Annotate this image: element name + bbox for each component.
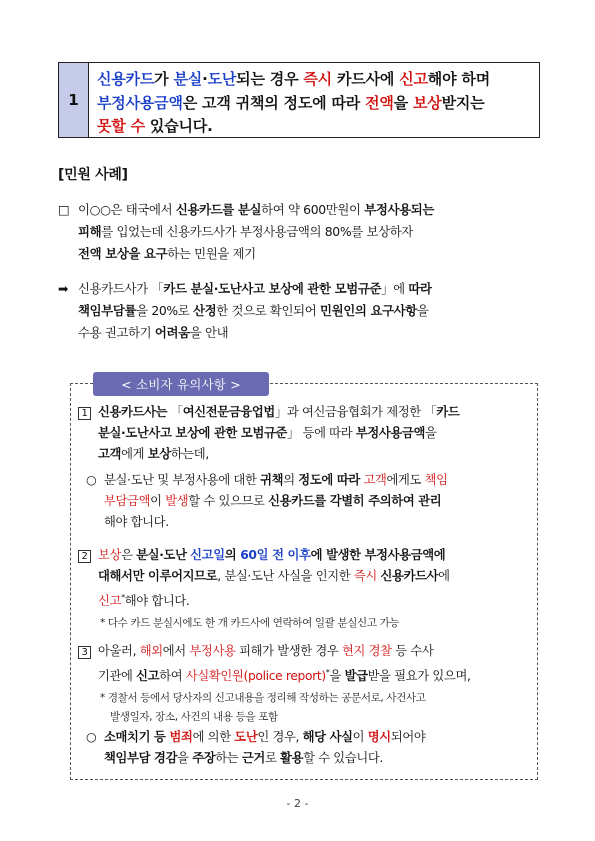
- notice-item-1-sub: ○ 분실·도난 및 부정사용에 대한 귀책의 정도에 따라 고객에게도 책임 부담금액이 발생할 수 있으므로 신용카드를 각별히 주의하여 관리 해야 합니다.: [78, 470, 534, 533]
- footnote: * 경찰서 등에서 당사자의 신고내용을 정리해 작성하는 공문서로, 사건사고: [100, 692, 426, 705]
- page-number: - 2 -: [286, 797, 309, 810]
- circle-bullet-icon: ○: [86, 730, 97, 744]
- consumer-notice-label: < 소비자 유의사항 >: [93, 372, 269, 396]
- case-paragraph: □ 이○○은 태국에서 신용카드를 분실하여 약 600만원이 부정사용되는 피해를 입었는데 신용카드사가 부정사용금액의 80%를 보상하자 전액 보상을 요구하는 민원을 제기: [58, 199, 540, 265]
- item-number-badge: 3: [78, 646, 91, 659]
- footnote: * 다수 카드 분실시에도 한 개 카드사에 연락하여 일괄 분실신고 가능: [100, 617, 400, 630]
- case-result-paragraph: ➡ 신용카드사가 「카드 분실·도난사고 보상에 관한 모범규준」에 따라 책임부담률을 20%로 산정한 것으로 확인되어 민원인의 요구사항을 수용 권고하기 어려움을 안내: [58, 278, 540, 344]
- summary-box: [58, 62, 540, 138]
- item-number-badge: 2: [78, 550, 91, 563]
- square-bullet-icon: □: [58, 202, 70, 217]
- summary-number: 1: [59, 63, 89, 137]
- notice-item-1: 1 신용카드사는 「여신전문금융업법」과 여신금융협회가 제정한 「카드 분실·도난사고 보상에 관한 모범규준」 등에 따라 부정사용금액을 고객에게 보상하는데,: [78, 402, 534, 465]
- notice-item-2: 2 보상은 분실·도난 신고일의 60일 전 이후에 발생한 부정사용금액에 대해서만 이루어지므로, 분실·도난 사실을 인지한 즉시 신용카드사에 신고*해야 합니다. * 다수 카드 분실시에도 한 개 카드사에 연락하여 일괄 분실신고 가능: [78, 545, 534, 633]
- section-title: [민원 사례]: [58, 167, 128, 183]
- footnote-continued: 발생일자, 장소, 사건의 내용 등을 포함: [110, 711, 278, 724]
- notice-item-3: 3 아울러, 해외에서 부정사용 피해가 발생한 경우 현지 경찰 등 수사 기관에 신고하여 사실확인원(police report)*을 발급받을 필요가 있으며, * 경찰서 등에서 당사자의 신고내용을 정리해 작성하는 공문서로, 사건사고 발생일자, 장소, 사건의 내용 등을 포함: [78, 641, 534, 727]
- arrow-right-icon: ➡: [58, 281, 69, 296]
- summary-text: 신용카드가 분실·도난되는 경우 즉시 카드사에 신고해야 하며 부정사용금액은 고객 귀책의 정도에 따라 전액을 보상받지는 못할 수 있습니다.: [97, 70, 490, 135]
- circle-bullet-icon: ○: [86, 473, 97, 487]
- notice-item-3-sub: ○ 소매치기 등 범죄에 의한 도난인 경우, 해당 사실이 명시되어야 책임부담 경감을 주장하는 근거로 활용할 수 있습니다.: [78, 727, 534, 769]
- item-number-badge: 1: [78, 407, 91, 420]
